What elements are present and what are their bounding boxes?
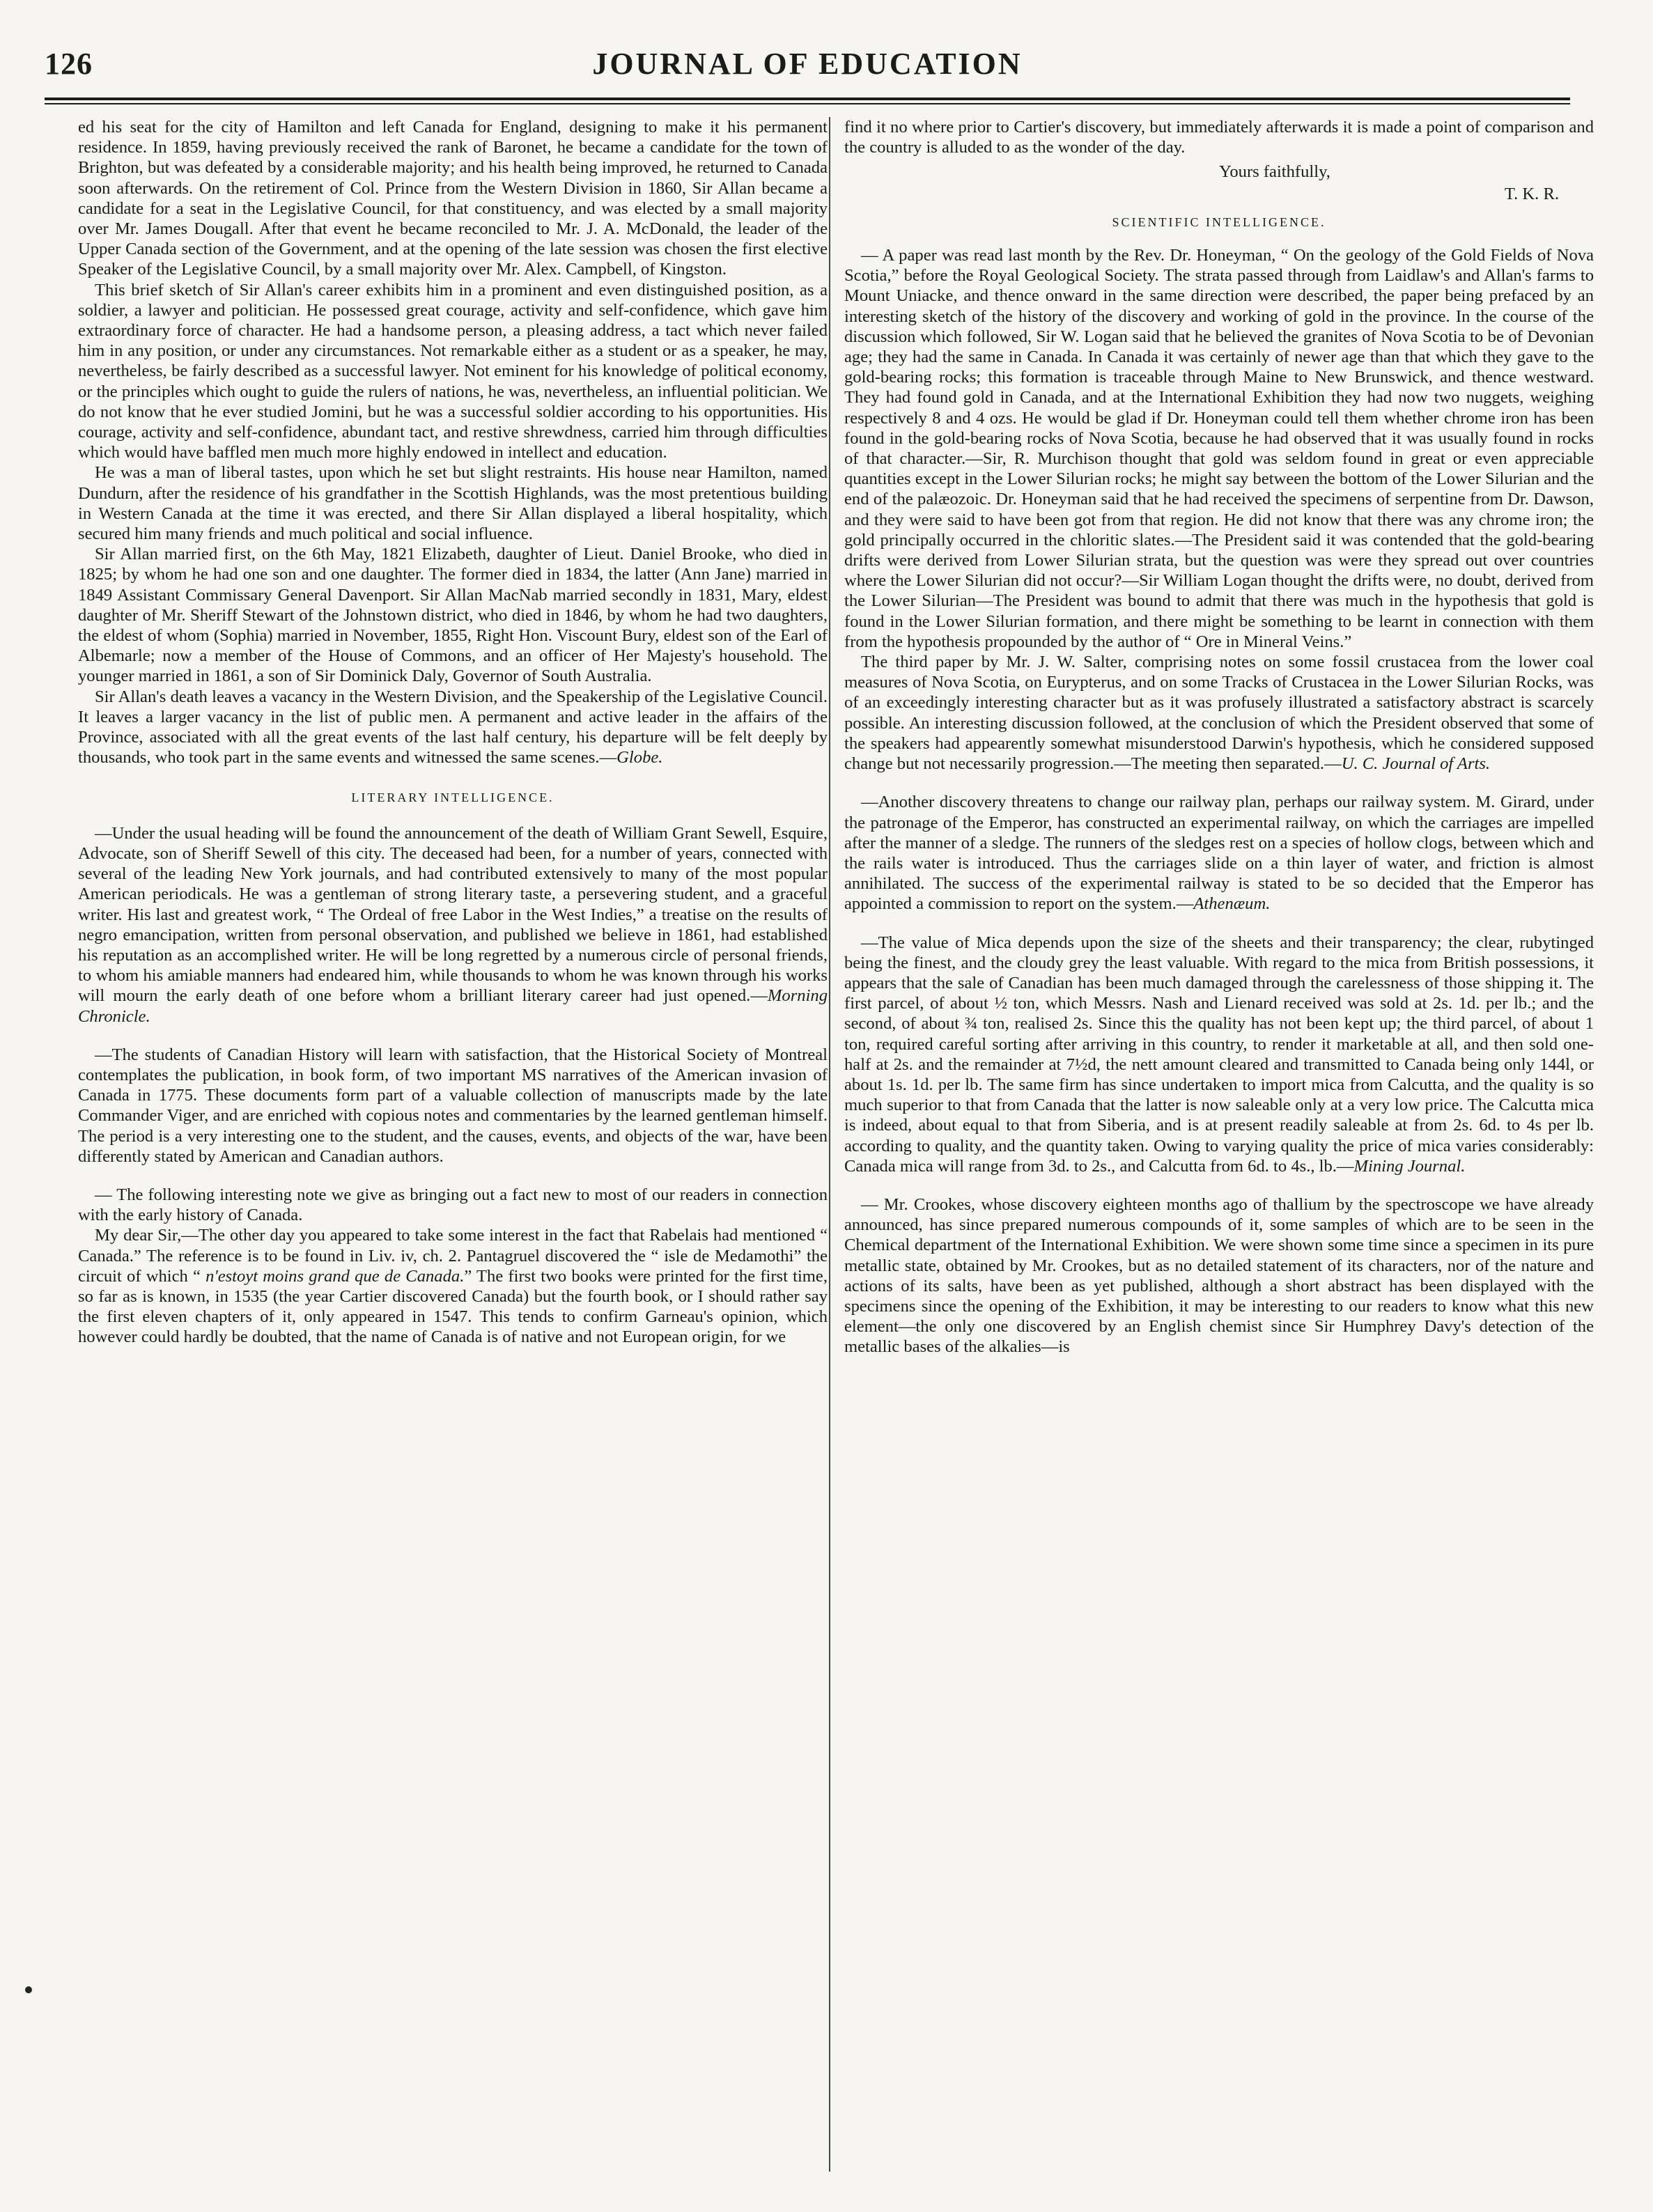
- source-credit: Globe.: [616, 748, 663, 768]
- letter-paragraph: [78, 1225, 828, 1347]
- paragraph-text: —Another discovery threatens to change our railway plan, perhaps our railway system. M. Girard, under the patronage of the Emperor, has constructed an experimental railway, on which the carriages are impelled after the manner of a sledge. The runners of the sledges rest on a species of hollow clogs, between which and the rails water is introduced. Thus the carriages slide on a thin layer of water, and friction is almost annihilated. The success of the experimental railway is stated to be so decided that the Emperor has appointed a commission to report on the system.—: [844, 793, 1594, 914]
- paragraph: — A paper was read last month by the Rev. Dr. Honeyman, “ On the geology of the Gold Fields of Nova Scotia,” before the Royal Geological Society. The strata passed through from Laidlaw's and Allan's farms to Mount Uniacke, and thence onward in the same direction were described, the paper being prefaced by an interesting sketch of the history of the discovery and working of gold in the province. In the course of the discussion which followed, Sir W. Logan said that he believed the granites of Nova Scotia to be of Devonian age; they had the same in Canada. In Canada it was certainly of newer age than that which they gave to the gold-bearing rocks; this formation is traceable through Maine to New Brunswick, and thence westward. They had found gold in Canada, and at the International Exhibition they had now two nuggets, weighing respectively 8 and 4 ozs. He would be glad if Dr. Honeyman could tell them whether chrome iron has been found in the gold-bearing rocks of Nova Scotia, because he had observed that it was usually found in rocks of that character.—Sir, R. Murchison thought that gold was seldom found in great or even appreciable quantities except in the Lower Silurian rocks; he might say between the bottom of the Lower Silurian and the end of the palæozoic. Dr. Honeyman said that he had received the specimens of serpentine from Dr. Dawson, and they were said to have been got from that region. He did not know that there was any chrome iron; the gold principally occurred in the chloritic slates.—The President said it was contended that the gold-bearing drifts were derived from Lower Silurian strata, but the question was were they spread out over countries where the Lower Silurian did not occur?—Sir William Logan thought the drifts were, no doubt, derived from the Lower Silurian—The President was bound to admit that there was much in the hypothesis that gold is found in the Lower Silurian formation, and there might be something to be learnt in connection with them from the hypothesis propounded by the author of “ Ore in Mineral Veins.”: [844, 246, 1594, 651]
- source-credit: Mining Journal.: [1353, 1156, 1466, 1176]
- header-rule: [45, 98, 1570, 100]
- paragraph: [844, 933, 1594, 1176]
- paragraph: [844, 652, 1594, 774]
- source-credit: U. C. Journal of Arts.: [1341, 754, 1491, 774]
- paragraph: ed his seat for the city of Hamilton and left Canada for England, designing to make it his permanent residence. In 1859, having previously received the rank of Baronet, he became a candidate for the town of Brighton, but was defeated by a considerable majority; and his health being improved, he returned to Canada soon afterwards. On the retirement of Col. Prince from the Western Division in 1860, Sir Allan became a candidate for a seat in the Legislative Council, for that constituency, and was elected by a small majority over Mr. James Dougall. After that event he became reconciled to Mr. J. A. McDonald, the leader of the Upper Canada section of the Government, and at the opening of the late session was chosen the first elective Speaker of the Legislative Council, by a small majority over Mr. Alex. Campbell, of Kingston.: [78, 118, 828, 279]
- letter-signature: T. K. R.: [1504, 184, 1559, 203]
- paragraph-text: —The value of Mica depends upon the size of the sheets and their transparency; the clear, rubytinged being the finest, and the cloudy grey the least valuable. With regard to the mica from British possessions, it appears that the sale of Canadian has been much damaged through the carelessness of those shipping it. The first parcel, of about ½ ton, which Messrs. Nash and Lienard received was sold at 2s. 1d. per lb.; and the second, of about ¾ ton, realised 2s. Since this the quality has not been kept up; the third parcel, of about 1 ton, required careful sorting after arriving in this country, to render it marketable at all, and then sold one-half at 2s. and the remainder at 7½d, the nett amount cleared and transmitted to Canada being only 144l, or about 1s. 1d. per lb. The same firm has since undertaken to import mica from Calcutta, and the quality is so much superior to that from Canada that the latter is now saleable only at a very low price. The Calcutta mica is indeed, about equal to that from Siberia, and is at present readily saleable at from 2s. 6d. to 4s per lb. according to quality, and the quantity taken. Owing to varying quality the price of mica varies considerably: Canada mica will range from 3d. to 2s., and Calcutta from 6d. to 4s., lb.—: [844, 933, 1594, 1176]
- paragraph: [78, 823, 828, 1027]
- paragraph: —The students of Canadian History will learn with satisfaction, that the Historical Society of Montreal contemplates the publication, in book form, of two important MS narratives of the American invasion of Canada in 1775. These documents form part of a valuable collection of manuscripts made by the late Commander Viger, and are enriched with copious notes and commentaries by the learned gentleman himself. The period is a very interesting one to the student, and the causes, events, and objects of the war, have been differently stated by American and Canadian authors.: [78, 1045, 828, 1166]
- paragraph: Sir Allan married first, on the 6th May, 1821 Elizabeth, daughter of Lieut. Daniel Brooke, who died in 1825; by whom he had one son and one daughter. The former died in 1834, the latter (Ann Jane) married in 1849 Assistant Commissary General Davenport. Sir Allan MacNab married secondly in 1831, Mary, eldest daughter of Mr. Sheriff Stewart of the Johnstown district, who died in 1846, by whom he had two daughters, the eldest of whom (Sophia) married in November, 1855, Right Hon. Viscount Bury, eldest son of the Earl of Albemarle; now a member of the House of Commons, and an officer of Her Majesty's household. The younger married in 1861, a son of Sir Dominick Daly, Governor of South Australia.: [78, 545, 828, 686]
- paragraph-text: Sir Allan's death leaves a vacancy in the Western Division, and the Speakership of the Legislative Council. It leaves a larger vacancy in the list of public men. A permanent and active leader in the affairs of the Province, associated with all the great events of the last half century, his departure will be felt deeply by thousands, who took part in the same events and witnessed the same scenes.—: [78, 687, 828, 768]
- right-column: [844, 117, 1594, 1357]
- paragraph-text: ” The first two books were printed for the first time, so far as is known, in 1535 (the year Cartier discovered Canada) but the fourth book, or I should rather say the first eleven chapters of it, only appeared in 1547. This tends to confirm Garneau's opinion, which however could hardly be doubted, that the name of Canada is of native and not European origin, for we: [78, 1266, 828, 1347]
- source-credit: Morning Chronicle.: [78, 986, 828, 1026]
- page-number: 126: [45, 47, 93, 81]
- quoted-french: n'estoyt moins grand que de Canada.: [205, 1266, 465, 1286]
- column-divider: [829, 117, 830, 2172]
- paragraph: — The following interesting note we give as bringing out a fact new to most of our readers in connection with the early history of Canada.: [78, 1185, 828, 1225]
- paragraph: This brief sketch of Sir Allan's career exhibits him in a prominent and even distinguished position, as a soldier, a lawyer and politician. He possessed great courage, activity and self-confidence, which gave him extraordinary force of character. He had a handsome person, a pleasing address, a tact which never failed him in any position, or under any circumstances. Not remarkable either as a student or as a speaker, he may, nevertheless, be fairly described as a successful lawyer. Not eminent for his knowledge of political economy, or the principles which ought to guide the rulers of nations, he was, nevertheless, an influential politician. We do not know that he ever studied Jomini, but he was a successful soldier according to his opportunities. His courage, activity and self-confidence, abundant tact, and restive shrewdness, carried him through difficulties which would have baffled men much more highly endowed in intellect and education.: [78, 280, 828, 462]
- header-rule-thin: [45, 103, 1570, 104]
- paragraph-text: The third paper by Mr. J. W. Salter, comprising notes on some fossil crustacea from the lower coal measures of Nova Scotia, on Eurypterus, and on some Tracks of Crustacea in the Lower Silurian Rocks, was of an exceedingly interesting character but as it was profusely illustrated a satisfactory abstract is scarcely possible. An interesting discussion followed, at the conclusion of which the President observed that some of the speakers had appearently somewhat misunderstood Darwin's hypothesis, which he considered supposed change but not necessarily progression.—The meeting then separated.—: [844, 653, 1594, 774]
- journal-title: JOURNAL OF EDUCATION: [592, 47, 1023, 81]
- page-header: [45, 40, 1570, 96]
- margin-mark: [25, 1986, 32, 1993]
- paragraph-text: —Under the usual heading will be found the announcement of the death of William Grant Sewell, Esquire, Advocate, son of Sheriff Sewell of this city. The deceased had been, for a number of years, connected with several of the leading New York journals, and had contributed extensively to many of the most popular American periodicals. He was a gentleman of strong literary taste, a persevering student, and a graceful writer. His last and greatest work, “ The Ordeal of free Labor in the West Indies,” a treatise on the results of negro emancipation, written from personal observation, and published we believe in 1861, had established his reputation as an accomplished writer. He will be long regretted by a numerous circle of personal friends, to whom his amiable manners had endeared him, while thousands to whom he was known through his works will mourn the early death of one before whom a brilliant literary career had just opened.—: [78, 823, 828, 1006]
- letter-closing: Yours faithfully,: [1219, 162, 1330, 182]
- source-credit: Athenæum.: [1193, 894, 1271, 914]
- paragraph: [844, 792, 1594, 914]
- section-heading-literary: LITERARY INTELLIGENCE.: [351, 790, 554, 804]
- section-heading-scientific: SCIENTIFIC INTELLIGENCE.: [1112, 215, 1326, 229]
- paragraph: [78, 687, 828, 768]
- left-column: [78, 117, 828, 1348]
- paragraph: find it no where prior to Cartier's discovery, but immediately afterwards it is made a point of comparison and the country is alluded to as the wonder of the day.: [844, 118, 1594, 157]
- paragraph: He was a man of liberal tastes, upon which he set but slight restraints. His house near Hamilton, named Dundurn, after the residence of his grandfather in the Scottish Highlands, was the most pretentious building in Western Canada at the time it was erected, and there Sir Allan displayed a liberal hospitality, which secured him many friends and much political and social influence.: [78, 463, 828, 544]
- paragraph: — Mr. Crookes, whose discovery eighteen months ago of thallium by the spectroscope we have already announced, has since prepared numerous compounds of it, some samples of which are to be seen in the Chemical department of the International Exhibition. We were shown some time since a specimen in its pure metallic state, obtained by Mr. Crookes, but as no detailed statement of its characters, nor of the nature and actions of its salts, have been as yet published, although a short abstract has been displayed with the specimens since the opening of the Exhibition, it may be interesting to our readers to know what this new element—the only one discovered by an English chemist since Sir Humphrey Davy's detection of the metallic bases of the alkalies—is: [844, 1194, 1594, 1357]
- paragraph-text: My dear Sir,—The other day you appeared to take some interest in the fact that Rabelais had mentioned “ Canada.” The reference is to be found in Liv. iv, ch. 2. Pantagruel discovered the “ isle de Medamothi” the circuit of which “: [78, 1226, 828, 1286]
